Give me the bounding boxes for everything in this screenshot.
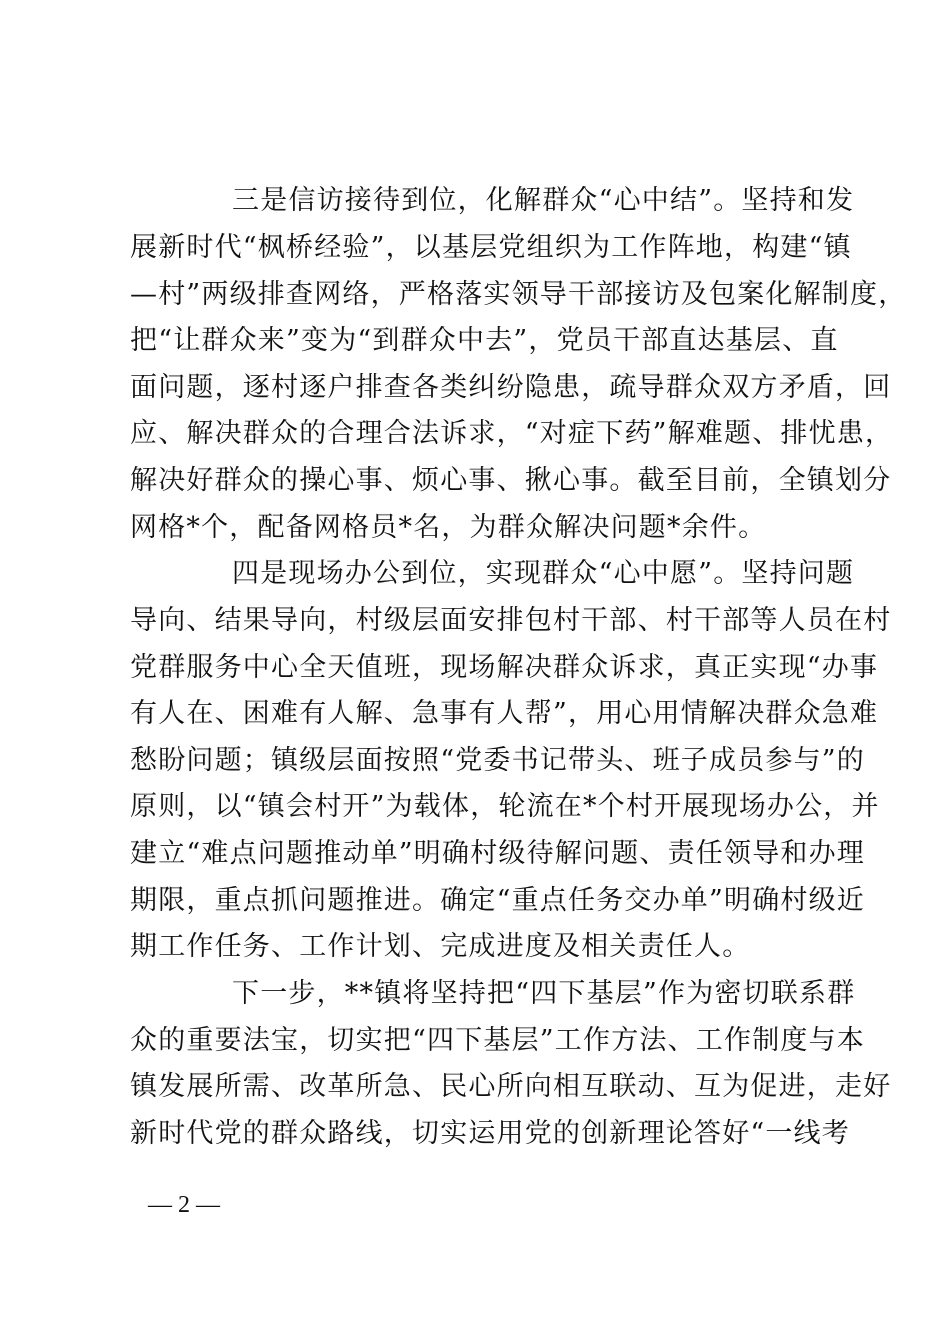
text-line: 下一步，**镇将坚持把“四下基层”作为密切联系群	[232, 978, 856, 1009]
text-line: 面问题，逐村逐户排查各类纠纷隐患，疏导群众双方矛盾，回	[130, 372, 892, 403]
text-line: 党群服务中心全天值班，现场解决群众诉求，真正实现“办事	[130, 652, 879, 683]
text-line: —村”两级排查网络，严格落实领导干部接访及包案化解制度，	[130, 279, 907, 310]
text-line: 期工作任务、工作计划、完成进度及相关责任人。	[130, 931, 751, 962]
text-line: 愁盼问题；镇级层面按照“党委书记带头、班子成员参与”的	[130, 745, 866, 776]
text-line: 应、解决群众的合理合法诉求，“对症下药”解难题、排忧患，	[130, 418, 894, 449]
text-line: 把“让群众来”变为“到群众中去”，党员干部直达基层、直	[130, 325, 839, 356]
text-line: 期限，重点抓问题推进。确定“重点任务交办单”明确村级近	[130, 885, 866, 916]
text-line: 有人在、困难有人解、急事有人帮”，用心用情解决群众急难	[130, 698, 879, 729]
page-number: — 2 —	[148, 1192, 220, 1218]
text-line: 镇发展所需、改革所急、民心所向相互联动、互为促进，走好	[130, 1071, 892, 1102]
text-line: 建立“难点问题推动单”明确村级待解问题、责任领导和办理	[130, 838, 866, 869]
text-line: 四是现场办公到位，实现群众“心中愿”。坚持问题	[232, 558, 855, 589]
text-line: 三是信访接待到位，化解群众“心中结”。坚持和发	[232, 185, 855, 216]
text-line: 原则，以“镇会村开”为载体，轮流在*个村开展现场办公，并	[130, 791, 880, 822]
text-line: 网格*个，配备网格员*名，为群众解决问题*余件。	[130, 512, 767, 543]
text-line: 解决好群众的操心事、烦心事、揪心事。截至目前，全镇划分	[130, 465, 892, 496]
text-line: 导向、结果导向，村级层面安排包村干部、村干部等人员在村	[130, 605, 892, 636]
text-line: 众的重要法宝，切实把“四下基层”工作方法、工作制度与本	[130, 1025, 866, 1056]
text-line: 新时代党的群众路线，切实运用党的创新理论答好“一线考	[130, 1118, 851, 1149]
text-line: 展新时代“枫桥经验”，以基层党组织为工作阵地，构建“镇	[130, 232, 852, 263]
